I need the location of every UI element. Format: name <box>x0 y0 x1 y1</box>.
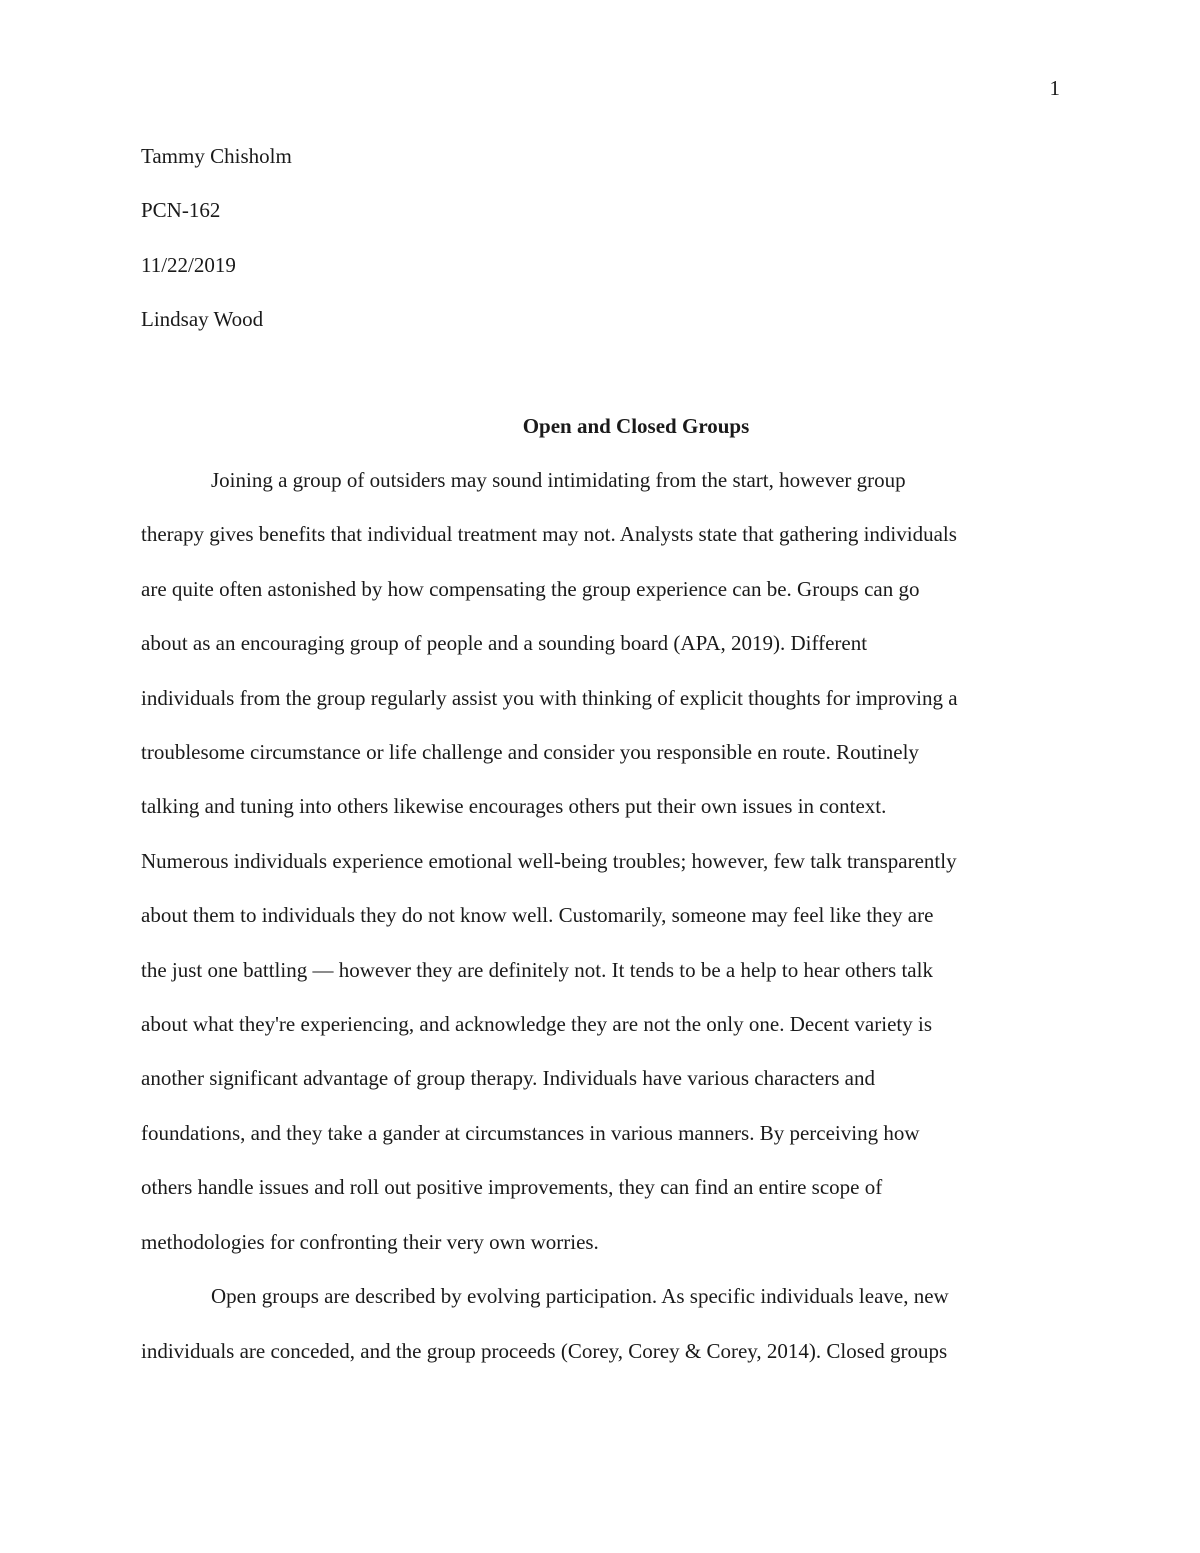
text-line: troublesome circumstance or life challenge and consider you responsible en route. Routinely <box>141 740 919 765</box>
author-name: Tammy Chisholm <box>141 144 292 168</box>
header-block <box>141 142 1059 360</box>
text-line: are quite often astonished by how compensating the group experience can be. Groups can go <box>141 576 920 601</box>
text-line: talking and tuning into others likewise encourages others put their own issues in context. <box>141 794 887 819</box>
text-line: Joining a group of outsiders may sound intimidating from the start, however group <box>211 468 906 492</box>
text-line: Open groups are described by evolving participation. As specific individuals leave, new <box>211 1284 949 1309</box>
course-code: PCN-162 <box>141 198 221 223</box>
text-line: others handle issues and roll out positive improvements, they can find an entire scope of <box>141 1175 883 1200</box>
text-line: Numerous individuals experience emotional well-being troubles; however, few talk transparently <box>141 848 957 873</box>
instructor-name: Lindsay Wood <box>141 307 264 332</box>
text-line: methodologies for confronting their very own worries. <box>141 1229 599 1254</box>
submission-date: 11/22/2019 <box>141 252 236 277</box>
paragraph <box>141 1269 1059 1378</box>
body-text <box>141 453 1059 1378</box>
text-line: another significant advantage of group therapy. Individuals have various characters and <box>141 1066 875 1091</box>
text-line: individuals from the group regularly assist you with thinking of explicit thoughts for improving a <box>141 685 958 710</box>
text-line: about what they're experiencing, and acknowledge they are not the only one. Decent variety is <box>141 1012 932 1037</box>
text-line: foundations, and they take a gander at circumstances in various manners. By perceiving how <box>141 1120 920 1145</box>
text-line: the just one battling — however they are definitely not. It tends to be a help to hear others talk <box>141 957 933 982</box>
text-line: about as an encouraging group of people and a sounding board (APA, 2019). Different <box>141 631 868 656</box>
paragraph <box>141 453 1059 1269</box>
text-line: individuals are conceded, and the group proceeds (Corey, Corey & Corey, 2014). Closed groups <box>141 1338 948 1363</box>
page-number: 1 <box>1049 76 1060 100</box>
text-line: therapy gives benefits that individual treatment may not. Analysts state that gathering individuals <box>141 522 957 547</box>
text-line: about them to individuals they do not know well. Customarily, someone may feel like they are <box>141 903 934 928</box>
document-title: Open and Closed Groups <box>522 414 750 438</box>
